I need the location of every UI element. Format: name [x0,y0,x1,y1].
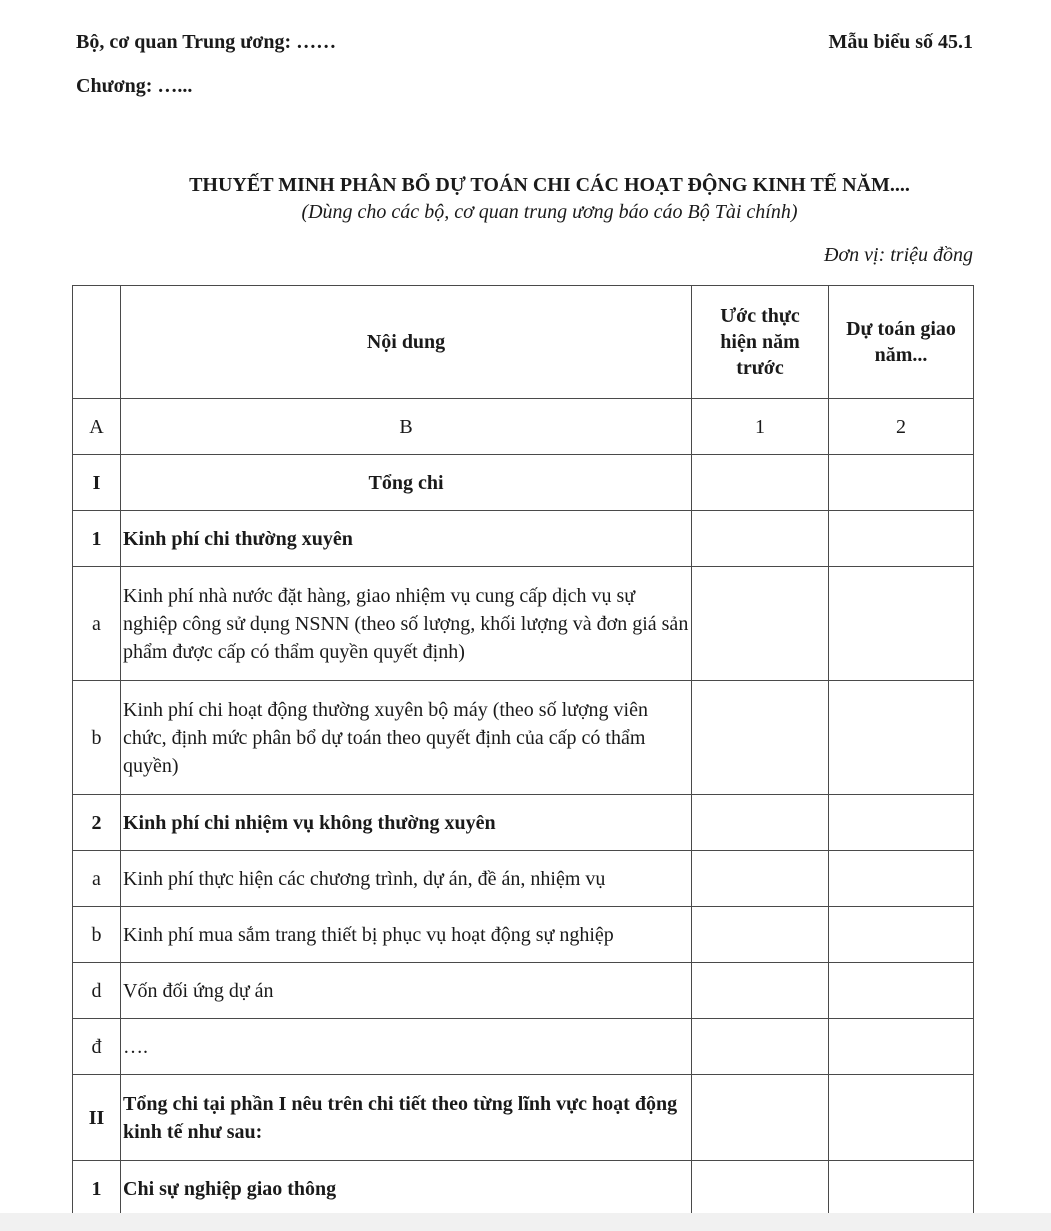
code-cell: B [121,399,692,455]
row-plan [829,1161,974,1217]
row-plan [829,851,974,907]
row-plan [829,963,974,1019]
row-estimate [692,567,829,681]
table-row [73,567,974,681]
row-content: Vốn đối ứng dự án [121,963,692,1019]
row-plan [829,567,974,681]
header-plan-line1: Dự toán giao [846,318,956,340]
row-content: Tổng chi [121,455,692,511]
header-stt [73,286,121,399]
row-content: Chi sự nghiệp giao thông [121,1161,692,1217]
header-plan-line2: năm... [874,344,928,366]
row-estimate [692,963,829,1019]
row-stt: I [73,455,121,511]
row-content: Tổng chi tại phần I nêu trên chi tiết theo từng lĩnh vực hoạt động kinh tế như sau: [121,1075,692,1161]
row-stt: b [73,681,121,795]
header-plan [829,286,974,399]
code-cell: A [73,399,121,455]
code-cell: 2 [829,399,974,455]
chapter-label: Chương: …... [76,75,193,97]
header-estimate [692,286,829,399]
header-content: Nội dung [121,286,692,399]
header-estimate-line1: Ước thực [720,305,800,327]
row-plan [829,1075,974,1161]
header-left [76,30,336,118]
row-stt: b [73,907,121,963]
table-row [73,455,974,511]
row-plan [829,795,974,851]
row-stt: d [73,963,121,1019]
row-plan [829,907,974,963]
row-plan [829,455,974,511]
row-estimate [692,1075,829,1161]
row-estimate [692,511,829,567]
table-row [73,1161,974,1217]
row-estimate [692,1019,829,1075]
row-plan [829,511,974,567]
page-bottom-strip [0,1213,1051,1231]
table-row [73,851,974,907]
row-content: …. [121,1019,692,1075]
table-header-row [73,286,974,399]
row-content: Kinh phí chi hoạt động thường xuyên bộ máy (theo số lượng viên chức, định mức phân bổ dự toán theo quyết định của cấp có thẩm quyền) [121,681,692,795]
table-row [73,795,974,851]
row-estimate [692,907,829,963]
row-stt: II [73,1075,121,1161]
form-number: Mẫu biểu số 45.1 [828,31,973,53]
table-row [73,963,974,1019]
table-row [73,511,974,567]
row-content: Kinh phí nhà nước đặt hàng, giao nhiệm vụ cung cấp dịch vụ sự nghiệp công sử dụng NSNN (theo số lượng, khối lượng và đơn giá sản phẩm được cấp có thẩm quyền quyết định) [121,567,692,681]
row-stt: a [73,851,121,907]
row-estimate [692,1161,829,1217]
unit-label: Đơn vị: triệu đồng [824,244,973,266]
budget-table [72,285,974,1217]
row-plan [829,681,974,795]
row-stt: đ [73,1019,121,1075]
row-estimate [692,851,829,907]
table-row [73,1075,974,1161]
row-estimate [692,795,829,851]
row-estimate [692,681,829,795]
document-subtitle: (Dùng cho các bộ, cơ quan trung ương báo cáo Bộ Tài chính) [301,201,798,223]
row-content: Kinh phí thực hiện các chương trình, dự án, đề án, nhiệm vụ [121,851,692,907]
row-content: Kinh phí chi thường xuyên [121,511,692,567]
code-cell: 1 [692,399,829,455]
table-row [73,907,974,963]
row-stt: 1 [73,1161,121,1217]
row-plan [829,1019,974,1075]
ministry-label: Bộ, cơ quan Trung ương: …… [76,31,337,53]
document-title: THUYẾT MINH PHÂN BỔ DỰ TOÁN CHI CÁC HOẠT ĐỘNG KINH TẾ NĂM.... [189,174,910,196]
table-row [73,681,974,795]
row-stt: 2 [73,795,121,851]
row-stt: a [73,567,121,681]
row-stt: 1 [73,511,121,567]
row-content: Kinh phí chi nhiệm vụ không thường xuyên [121,795,692,851]
column-code-row [73,399,974,455]
table-row [73,1019,974,1075]
row-content: Kinh phí mua sắm trang thiết bị phục vụ hoạt động sự nghiệp [121,907,692,963]
header-estimate-line2: hiện năm [720,331,800,353]
header-estimate-line3: trước [736,357,784,379]
row-estimate [692,455,829,511]
